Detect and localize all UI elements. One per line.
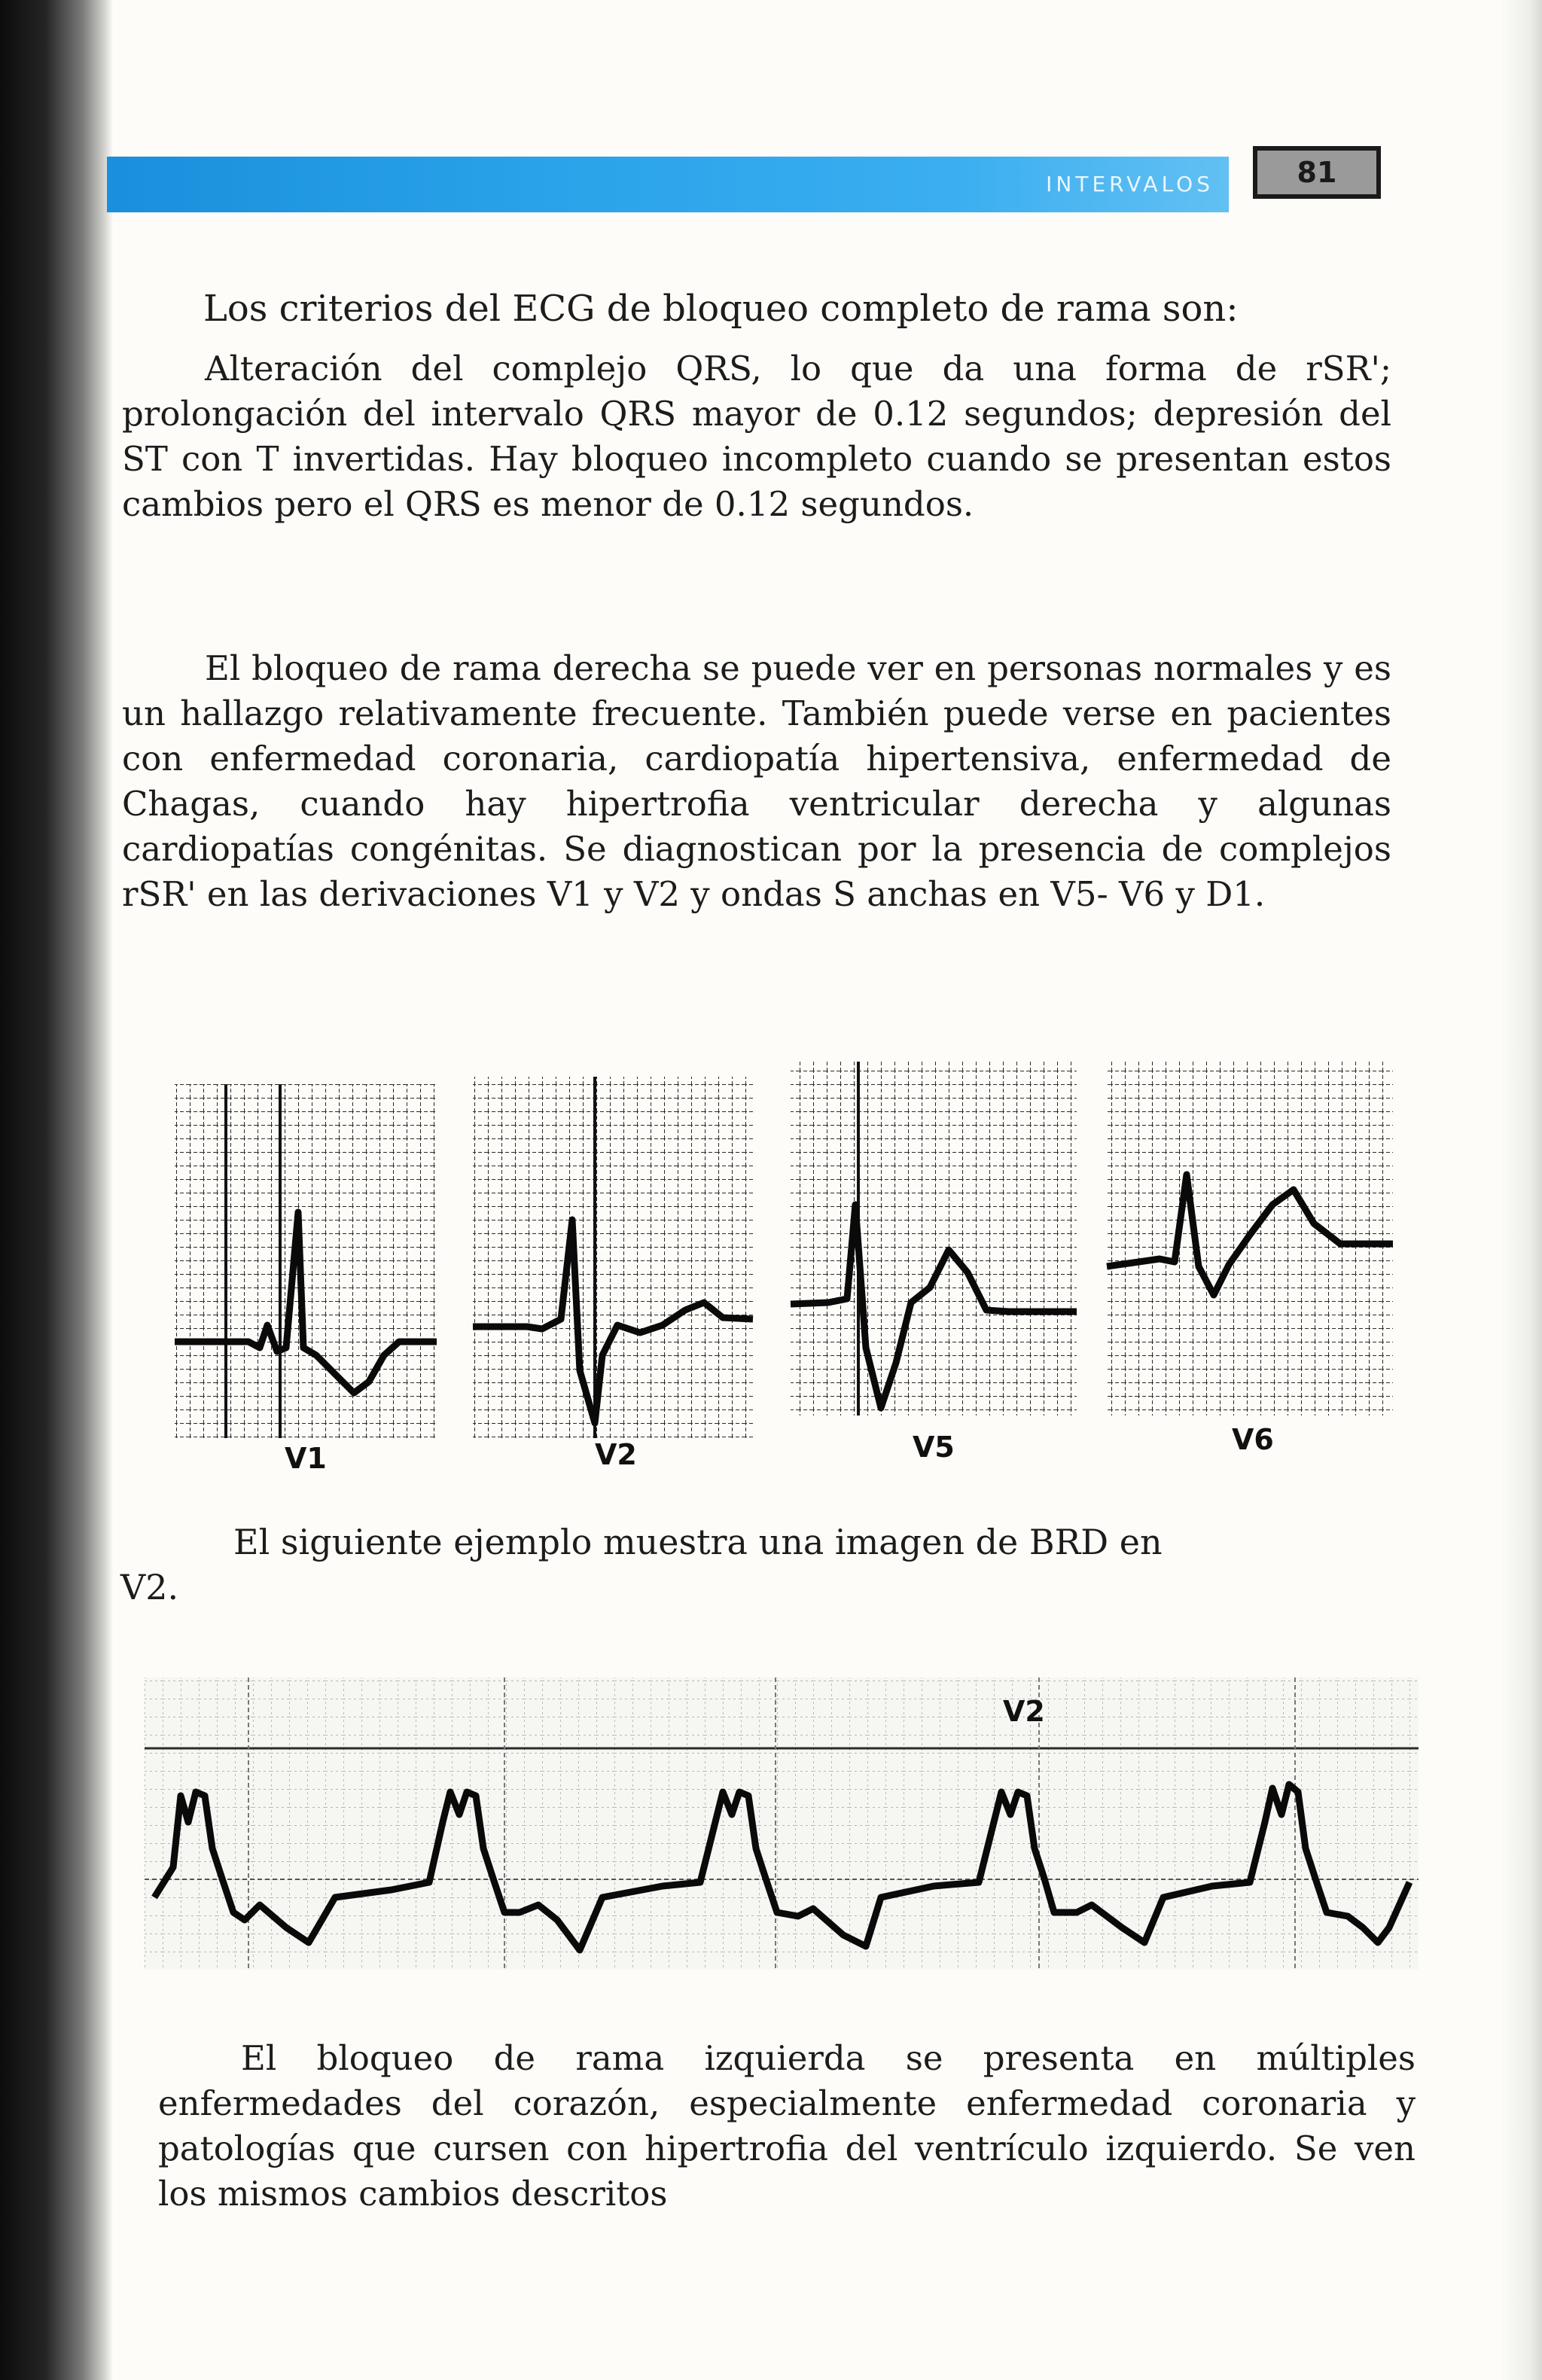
page-number: 81 [1253, 146, 1381, 199]
ecg-panel-v6 [1107, 1062, 1393, 1416]
ecg-panel-v1 [175, 1084, 437, 1438]
paragraph-criteria: Alteración del complejo QRS, lo que da una forma de rSR'; prolongación del intervalo QRS mayor de 0.12 segundos; depresión del ST con T invertidas. Hay bloqueo incompleto cuando se presentan estos cambios pero el QRS es menor de 0.12 segundos. [122, 349, 1391, 524]
paragraph-right-bundle-block: El bloqueo de rama derecha se puede ver en personas normales y es un hallazgo relativamente frecuente. También puede verse en pacientes con enfermedad coronaria, cardiopatía hipertensiva, enfermedad de Chagas, cuando hay hipertrofia ventricular derecha y algunas cardiopatías congénitas. Se diagnostican por la presencia de complejos rSR' en las derivaciones V1 y V2 y ondas S anchas en V5- V6 y D1. [122, 648, 1391, 914]
lead-label-v1: V1 [285, 1442, 327, 1475]
ecg-panel-v2 [473, 1077, 753, 1438]
paragraph-left-bundle-block: El bloqueo de rama izquierda se presenta en múltiples enfermedades del corazón, especialmente enfermedad coronaria y patologías que cursen con hipertrofia del ventrículo izquierdo. Se ven los mismos cambios descritos [158, 2038, 1416, 2214]
strip-label-v2: V2 [1003, 1695, 1045, 1728]
intro-sentence: Los criterios del ECG de bloqueo completo de rama son: [203, 288, 1239, 330]
paragraph-example [120, 1519, 1400, 1610]
section-label: INTERVALOS [1046, 172, 1214, 197]
example-line-1: El siguiente ejemplo muestra una imagen de BRD en [233, 1522, 1163, 1562]
ecg-rhythm-strip [145, 1678, 1419, 1970]
lead-label-v2: V2 [595, 1438, 637, 1471]
lead-label-v6: V6 [1232, 1423, 1274, 1456]
lead-label-v5: V5 [913, 1431, 955, 1464]
example-line-2: V2. [120, 1567, 179, 1607]
ecg-panel-v5 [791, 1062, 1077, 1416]
